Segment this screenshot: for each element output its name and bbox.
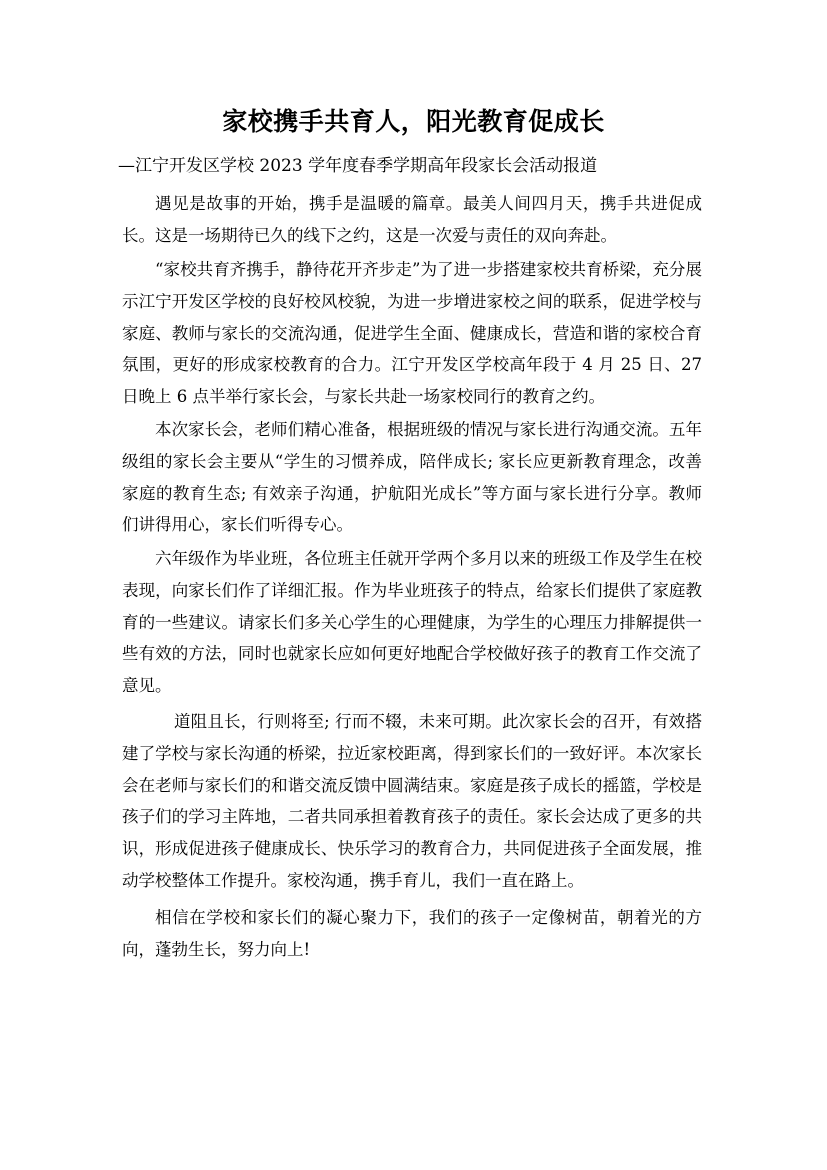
paragraph-2: “家校共育齐携手，静待花开齐步走”为了进一步搭建家校共育桥梁，充分展示江宁开发区学校的良好校风校貌，为进一步增进家校之间的联系，促进学校与家庭、教师与家长的交流沟通，促进学生全面、健康成长，营造和谐的家校合育氛围，更好的形成家校教育的合力。江宁开发区学校高年段于 4 月 25 日、27 日晚上 6 点半举行家长会，与家长共赴一场家校同行的教育之约。 [122, 260, 702, 407]
paragraph-5: 道阻且长，行则将至; 行而不辍，未来可期。此次家长会的召开，有效搭建了学校与家长沟通的桥梁，拉近家校距离，得到家长们的一致好评。本次家长会在老师与家长们的和谐交流反馈中圆满结束。家庭是孩子成长的摇篮，学校是孩子们的学习主阵地，二者共同承担着教育孩子的责任。家长会达成了更多的共识，形成促进孩子健康成长、快乐学习的教育合力，共同促进孩子全面发展，推动学校整体工作提升。家校沟通，携手育儿，我们一直在路上。 [122, 712, 702, 890]
paragraph-4: 六年级作为毕业班，各位班主任就开学两个多月以来的班级工作及学生在校表现，向家长们作了详细汇报。作为毕业班孩子的特点，给家长们提供了家庭教育的一些建议。请家长们多关心学生的心理健康，为学生的心理压力排解提供一些有效的方法，同时也就家长应如何更好地配合学校做好孩子的教育工作交流了意见。 [122, 549, 702, 696]
paragraph-1: 遇见是故事的开始，携手是温暖的篇章。最美人间四月天，携手共进促成长。这是一场期待已久的线下之约，这是一次爱与责任的双向奔赴。 [122, 194, 702, 245]
paragraph-3: 本次家长会，老师们精心准备，根据班级的情况与家长进行沟通交流。五年级组的家长会主要从“学生的习惯养成，陪伴成长; 家长应更新教育理念，改善家庭的教育生态; 有效亲子沟通，护航阳光成长”等方面与家长进行分享。教师们讲得用心，家长们听得专心。 [122, 420, 702, 535]
document-title: 家校携手共育人，阳光教育促成长 [222, 107, 605, 136]
document-subtitle: —江宁开发区学校 2023 学年度春季学期高年段家长会活动报道 [118, 156, 598, 176]
paragraph-6: 相信在学校和家长们的凝心聚力下，我们的孩子一定像树苗，朝着光的方向，蓬勃生长，努力向上! [122, 908, 702, 959]
